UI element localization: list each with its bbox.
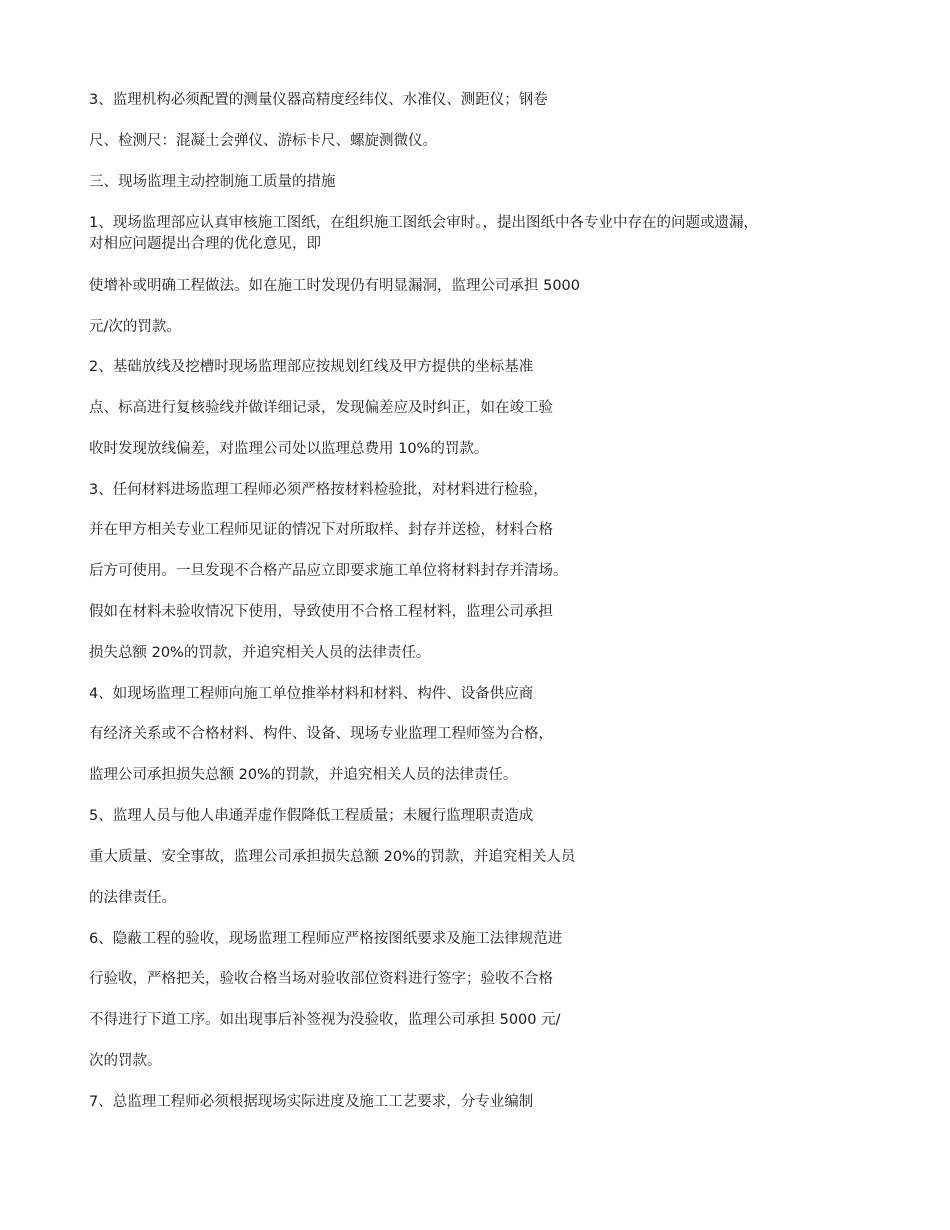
text-line: 重大质量、安全事故，监理公司承担损失总额 20%的罚款，并追究相关人员: [89, 849, 576, 865]
text-line: 有经济关系或不合格材料、构件、设备、现场专业监理工程师签为合格，: [89, 726, 553, 742]
text-line: 不得进行下道工序。如出现事后补签视为没验收，监理公司承担 5000 元/: [89, 1012, 561, 1028]
text-line: 使增补或明确工程做法。如在施工时发现仍有明显漏洞，监理公司承担 5000: [89, 278, 581, 294]
text-line: 4、如现场监理工程师向施工单位推举材料和材料、构件、设备供应商: [89, 686, 534, 702]
text-line: 次的罚款。: [89, 1053, 162, 1069]
text-line: 并在甲方相关专业工程师见证的情况下对所取样、封存并送检，材料合格: [89, 522, 553, 538]
text-line: 3、任何材料进场监理工程师必须严格按材料检验批，对材料进行检验，: [89, 482, 548, 498]
text-line: 1、现场监理部应认真审核施工图纸，在组织施工图纸会审时。，提出图纸中各专业中存在的问题或遗漏，: [89, 215, 758, 231]
text-line: 后方可使用。一旦发现不合格产品应立即要求施工单位将材料封存并清场。: [89, 563, 568, 579]
text-line: 假如在材料未验收情况下使用，导致使用不合格工程材料，监理公司承担: [89, 604, 553, 620]
text-line: 损失总额 20%的罚款，并追究相关人员的法律责任。: [89, 645, 431, 661]
text-line: 点、标高进行复核验线并做详细记录，发现偏差应及时纠正，如在竣工验: [89, 400, 553, 416]
text-line: 7、总监理工程师必须根据现场实际进度及施工工艺要求，分专业编制: [89, 1094, 534, 1110]
text-line: 3、监理机构必须配置的测量仪器高精度经纬仪、水准仪、测距仪；钢卷: [89, 92, 548, 108]
text-line: 尺、检测尺：混凝土会弹仪、游标卡尺、螺旋测微仪。: [89, 133, 437, 149]
section-heading: 三、现场监理主动控制施工质量的措施: [89, 174, 336, 190]
text-line: 监理公司承担损失总额 20%的罚款，并追究相关人员的法律责任。: [89, 767, 518, 783]
text-line: 2、基础放线及挖槽时现场监理部应按规划红线及甲方提供的坐标基准: [89, 359, 534, 375]
text-line: 对相应问题提出合理的优化意见，即: [89, 236, 321, 252]
text-line: 5、监理人员与他人串通弄虚作假降低工程质量；未履行监理职责造成: [89, 808, 534, 824]
text-line: 收时发现放线偏差，对监理公司处以监理总费用 10%的罚款。: [89, 441, 489, 457]
text-line: 的法律责任。: [89, 890, 176, 906]
text-line: 行验收，严格把关，验收合格当场对验收部位资料进行签字；验收不合格: [89, 971, 553, 987]
text-line: 元/次的罚款。: [89, 319, 181, 335]
text-line: 6、隐蔽工程的验收，现场监理工程师应严格按图纸要求及施工法律规范进: [89, 931, 563, 947]
